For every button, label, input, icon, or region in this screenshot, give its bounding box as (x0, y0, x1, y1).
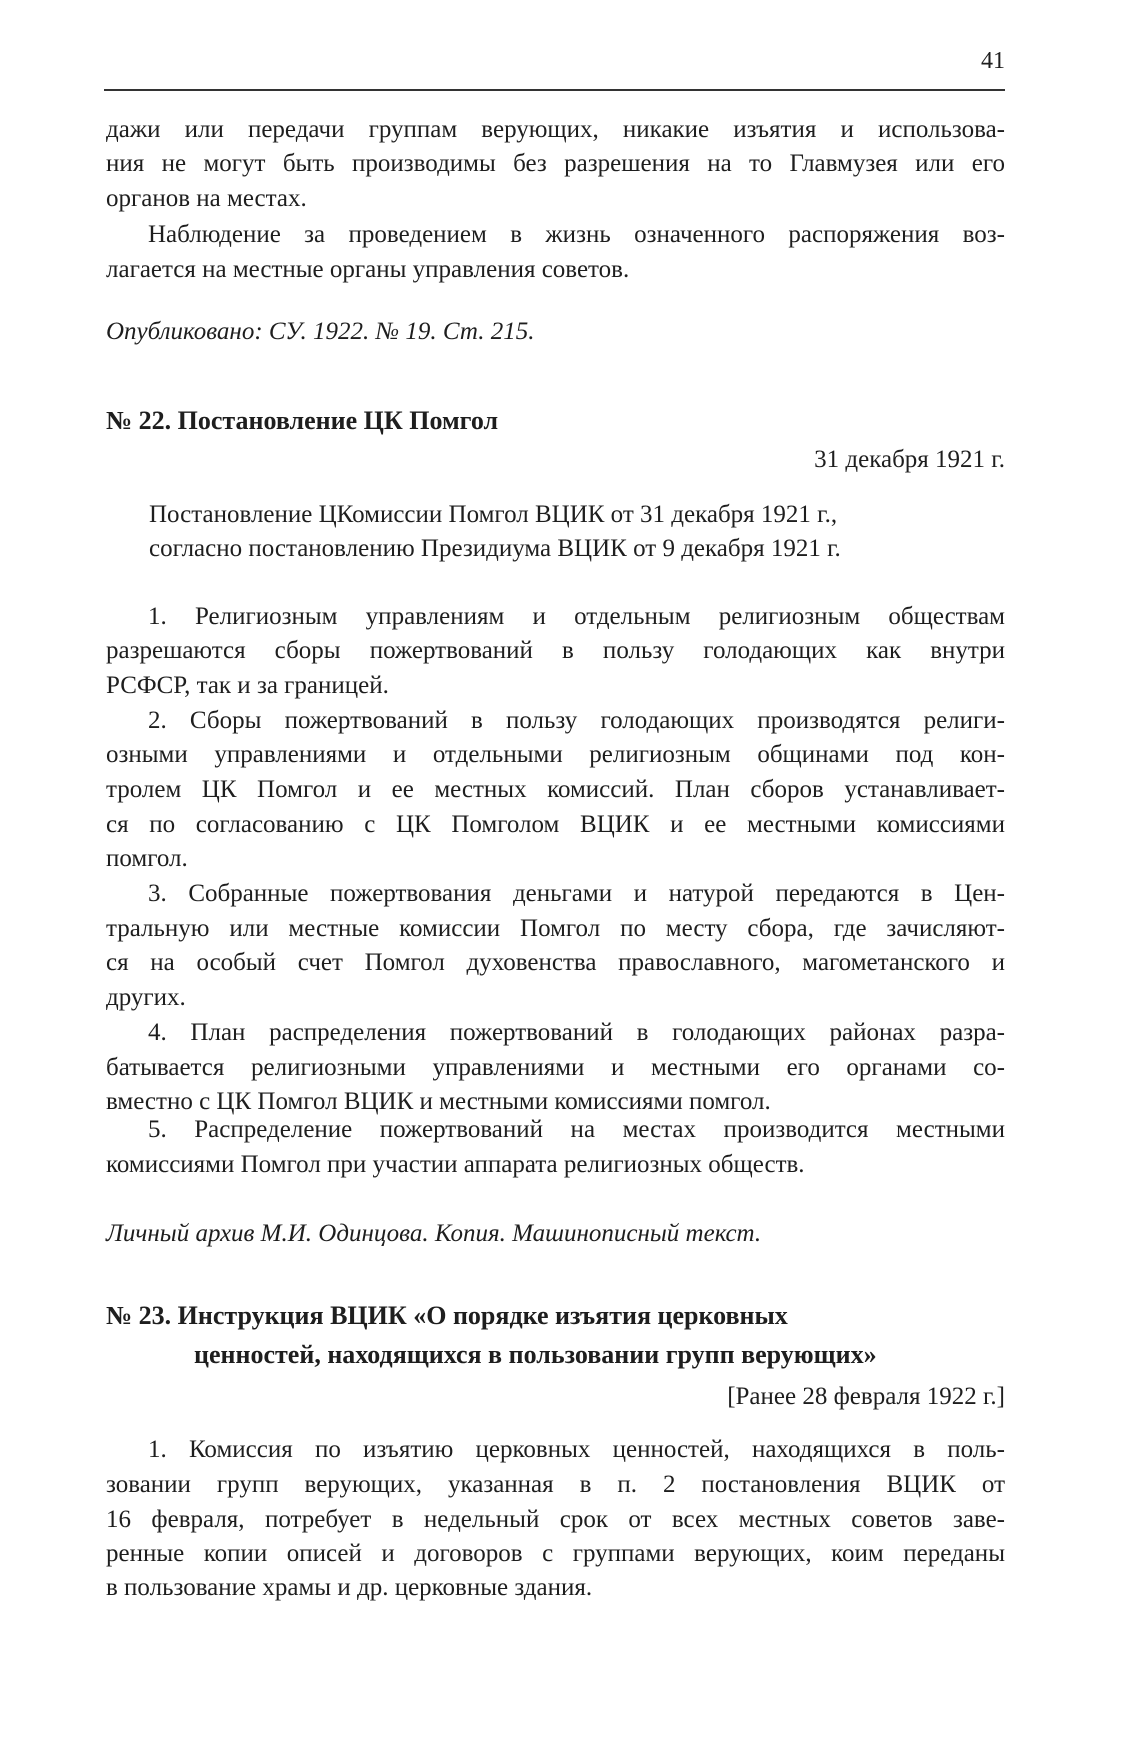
text-line: 3. Собранные пожертвования деньгами и натурой передаются в Цен- (148, 880, 1005, 907)
text-line: в пользование храмы и др. церковные здания. (106, 1574, 593, 1601)
text-line: тральную или местные комиссии Помгол по месту сбора, где зачисляют- (106, 915, 1005, 942)
text-line: помгол. (106, 845, 188, 872)
document-23-date: [Ранее 28 февраля 1922 г.] (727, 1383, 1005, 1410)
text-line: 1. Религиозным управлениям и отдельным религиозным обществам (148, 603, 1005, 630)
text-line: вместно с ЦК Помгол ВЦИК и местными комиссиями помгол. (106, 1088, 771, 1115)
text-line: 4. План распределения пожертвований в голодающих районах разра- (148, 1019, 1005, 1046)
heading-line: ценностей, находящихся в пользовании групп верующих» (194, 1340, 877, 1369)
header-rule (104, 89, 1005, 91)
page-number: 41 (981, 48, 1005, 74)
text-line: 1. Комиссия по изъятию церковных ценностей, находящихся в поль- (148, 1436, 1005, 1463)
text-line: Постановление ЦКомиссии Помгол ВЦИК от 31 декабря 1921 г., (149, 501, 838, 528)
text-line: согласно постановлению Президиума ВЦИК от 9 декабря 1921 г. (149, 535, 841, 562)
text-line: Наблюдение за проведением в жизнь означенного распоряжения воз- (148, 221, 1005, 248)
heading-line: № 23. Инструкция ВЦИК «О порядке изъятия церковных (106, 1301, 788, 1330)
text-line: РСФСР, так и за границей. (106, 672, 389, 699)
text-line: озными управлениями и отдельными религиозным общинами под кон- (106, 741, 1005, 768)
text-line: лагается на местные органы управления советов. (106, 256, 630, 283)
text-line: комиссиями Помгол при участии аппарата религиозных обществ. (106, 1151, 805, 1178)
document-22-heading: № 22. Постановление ЦК Помгол (106, 406, 499, 435)
text-line: зовании групп верующих, указанная в п. 2 постановления ВЦИК от (106, 1471, 1005, 1498)
source-note: Опубликовано: СУ. 1922. № 19. Ст. 215. (106, 318, 535, 345)
text-line: других. (106, 984, 186, 1011)
text-line: органов на местах. (106, 185, 307, 212)
document-22-date: 31 декабря 1921 г. (814, 446, 1005, 473)
text-line: ся на особый счет Помгол духовенства православного, магометанского и (106, 949, 1005, 976)
text-line: батывается религиозными управлениями и местными его органами со- (106, 1054, 1005, 1081)
text-line: 5. Распределение пожертвований на местах производится местными (148, 1116, 1005, 1143)
text-line: разрешаются сборы пожертвований в пользу голодающих как внутри (106, 637, 1005, 664)
text-line: ния не могут быть производимы без разрешения на то Главмузея или его (106, 150, 1005, 177)
text-line: тролем ЦК Помгол и ее местных комиссий. План сборов устанавливает- (106, 776, 1005, 803)
text-line: ся по согласованию с ЦК Помголом ВЦИК и ее местными комиссиями (106, 811, 1005, 838)
text-line: ренные копии описей и договоров с группами верующих, коим переданы (106, 1540, 1005, 1567)
text-line: 16 февраля, потребует в недельный срок от всех местных советов заве- (106, 1506, 1005, 1533)
text-line: 2. Сборы пожертвований в пользу голодающих производятся религи- (148, 707, 1005, 734)
text-line: дажи или передачи группам верующих, никакие изъятия и использова- (106, 116, 1005, 143)
archive-source-note: Личный архив М.И. Одинцова. Копия. Машинописный текст. (106, 1220, 762, 1247)
